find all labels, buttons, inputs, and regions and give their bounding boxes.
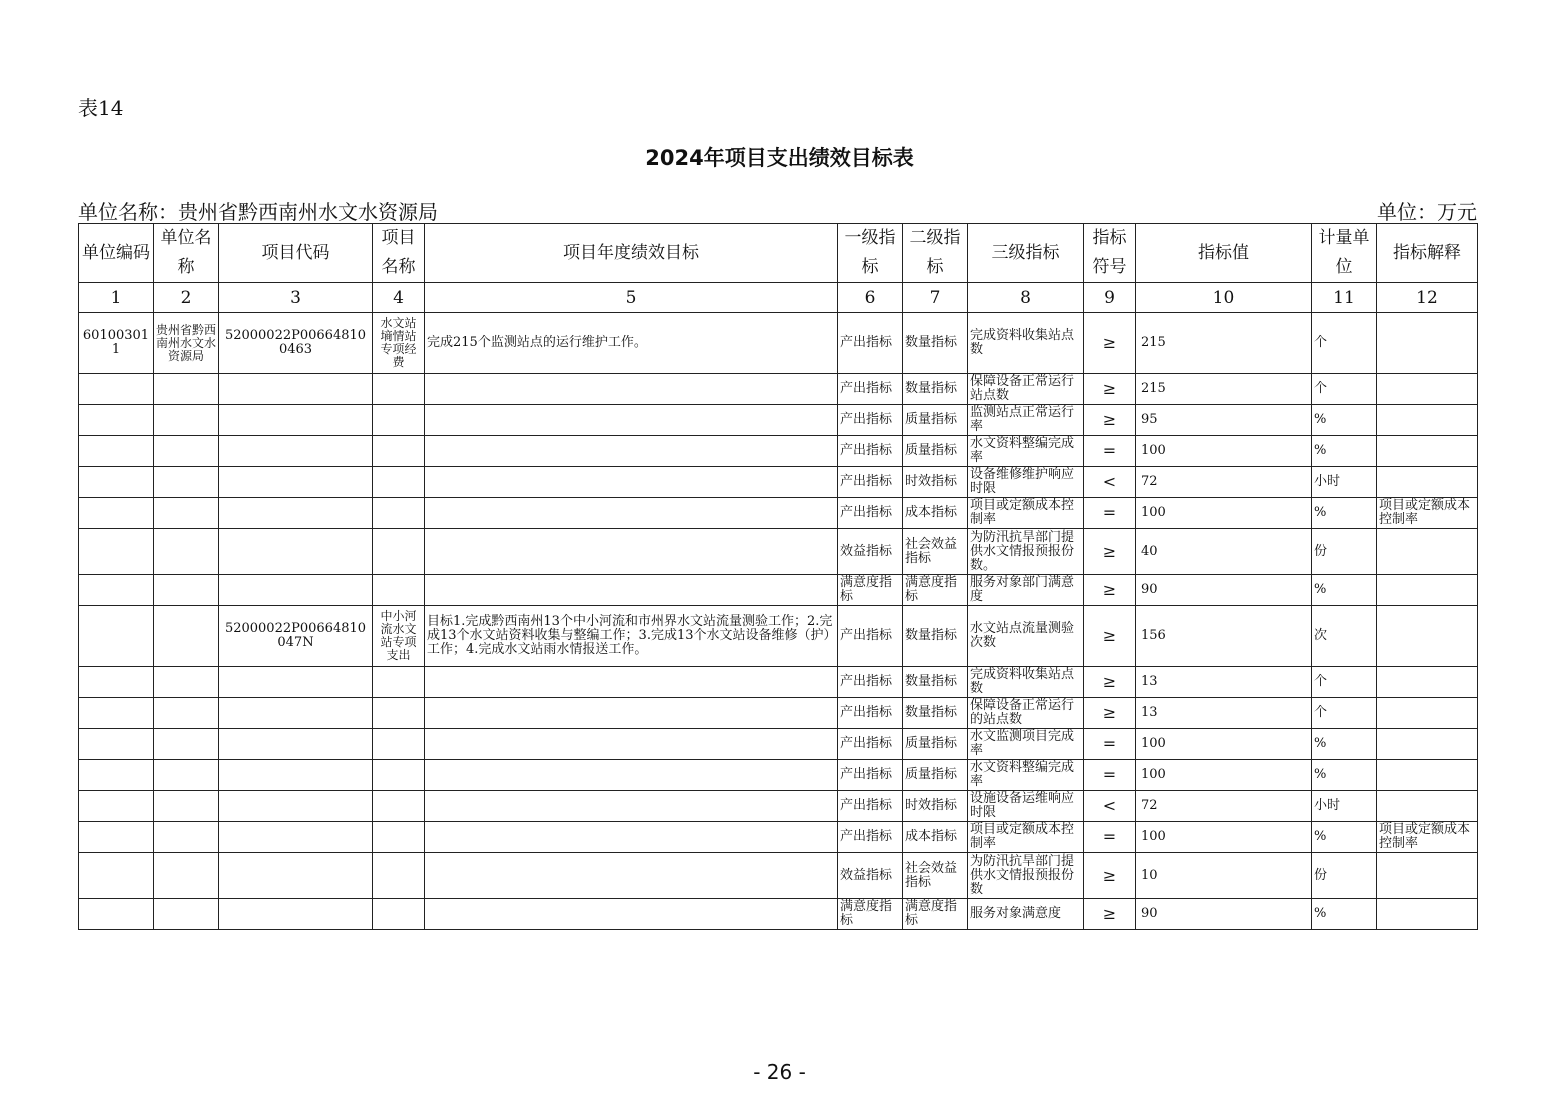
header-cell: 计量单位: [1312, 224, 1377, 283]
project-name-cell: [373, 374, 425, 405]
level3-indicator-cell: 完成资料收集站点数: [968, 667, 1084, 698]
unit-name-cell: [154, 899, 219, 930]
header-cell: 二级指标: [903, 224, 968, 283]
indicator-explanation-cell: 项目或定额成本控制率: [1377, 498, 1478, 529]
performance-table: [78, 223, 1478, 930]
goal-cell: [425, 436, 838, 467]
level3-indicator-cell: 项目或定额成本控制率: [968, 498, 1084, 529]
indicator-explanation-cell: [1377, 853, 1478, 899]
measure-unit-cell: 个: [1312, 698, 1377, 729]
unit-name-cell: [154, 822, 219, 853]
indicator-symbol-cell: ≥: [1084, 853, 1136, 899]
project-name-cell: [373, 760, 425, 791]
indicator-explanation-cell: [1377, 374, 1478, 405]
indicator-symbol-cell: ≥: [1084, 529, 1136, 575]
project-code-cell: [219, 899, 373, 930]
level3-indicator-cell: 设备维修维护响应时限: [968, 467, 1084, 498]
header-cell: 项目名称: [373, 224, 425, 283]
column-number: 1: [79, 283, 154, 313]
project-code-cell: 52000022P006648100463: [219, 313, 373, 374]
measure-unit-cell: %: [1312, 899, 1377, 930]
project-code-cell: [219, 436, 373, 467]
level2-indicator-cell: 质量指标: [903, 436, 968, 467]
goal-cell: [425, 791, 838, 822]
level2-indicator-cell: 时效指标: [903, 467, 968, 498]
unit-code-cell: [79, 374, 154, 405]
unit-code-cell: 601003011: [79, 313, 154, 374]
column-number: 8: [968, 283, 1084, 313]
project-code-cell: [219, 729, 373, 760]
project-name-cell: [373, 529, 425, 575]
indicator-value-cell: 10: [1136, 853, 1312, 899]
goal-cell: [425, 729, 838, 760]
goal-cell: [425, 405, 838, 436]
level1-indicator-cell: 效益指标: [838, 853, 903, 899]
indicator-explanation-cell: [1377, 698, 1478, 729]
column-number: 7: [903, 283, 968, 313]
level3-indicator-cell: 水文资料整编完成率: [968, 760, 1084, 791]
header-row: [79, 224, 1478, 283]
goal-cell: [425, 698, 838, 729]
table-row: [79, 405, 1478, 436]
level3-indicator-cell: 完成资料收集站点数: [968, 313, 1084, 374]
level1-indicator-cell: 产出指标: [838, 667, 903, 698]
indicator-explanation-cell: [1377, 313, 1478, 374]
level3-indicator-cell: 服务对象满意度: [968, 899, 1084, 930]
indicator-value-cell: 100: [1136, 498, 1312, 529]
indicator-symbol-cell: ≥: [1084, 667, 1136, 698]
indicator-symbol-cell: =: [1084, 729, 1136, 760]
unit-code-cell: [79, 667, 154, 698]
level2-indicator-cell: 满意度指标: [903, 899, 968, 930]
project-name-cell: [373, 853, 425, 899]
table-row: [79, 853, 1478, 899]
level2-indicator-cell: 满意度指标: [903, 575, 968, 606]
level2-indicator-cell: 数量指标: [903, 667, 968, 698]
indicator-value-cell: 72: [1136, 791, 1312, 822]
unit-code-cell: [79, 791, 154, 822]
indicator-explanation-cell: [1377, 529, 1478, 575]
goal-cell: [425, 374, 838, 405]
indicator-symbol-cell: ≥: [1084, 698, 1136, 729]
unit-code-cell: [79, 405, 154, 436]
table-row: [79, 575, 1478, 606]
level1-indicator-cell: 效益指标: [838, 529, 903, 575]
table-row: [79, 791, 1478, 822]
indicator-value-cell: 72: [1136, 467, 1312, 498]
level3-indicator-cell: 为防汛抗旱部门提供水文情报预报份数: [968, 853, 1084, 899]
indicator-symbol-cell: ≥: [1084, 899, 1136, 930]
level3-indicator-cell: 项目或定额成本控制率: [968, 822, 1084, 853]
project-name-cell: [373, 667, 425, 698]
table-row: [79, 374, 1478, 405]
measure-unit-cell: 小时: [1312, 791, 1377, 822]
project-code-cell: [219, 467, 373, 498]
project-name-cell: 水文站墒情站专项经费: [373, 313, 425, 374]
indicator-symbol-cell: =: [1084, 498, 1136, 529]
goal-cell: [425, 575, 838, 606]
level2-indicator-cell: 成本指标: [903, 822, 968, 853]
indicator-value-cell: 100: [1136, 760, 1312, 791]
indicator-symbol-cell: ≥: [1084, 606, 1136, 667]
indicator-explanation-cell: [1377, 899, 1478, 930]
column-number: 12: [1377, 283, 1478, 313]
unit-name-cell: [154, 374, 219, 405]
project-name-cell: [373, 822, 425, 853]
level2-indicator-cell: 质量指标: [903, 729, 968, 760]
indicator-explanation-cell: [1377, 760, 1478, 791]
indicator-value-cell: 40: [1136, 529, 1312, 575]
level1-indicator-cell: 产出指标: [838, 729, 903, 760]
table-row: [79, 899, 1478, 930]
level2-indicator-cell: 成本指标: [903, 498, 968, 529]
level3-indicator-cell: 水文资料整编完成率: [968, 436, 1084, 467]
project-name-cell: [373, 791, 425, 822]
measure-unit-cell: 个: [1312, 313, 1377, 374]
project-name-cell: [373, 729, 425, 760]
column-number: 6: [838, 283, 903, 313]
indicator-value-cell: 100: [1136, 436, 1312, 467]
measure-unit-cell: %: [1312, 729, 1377, 760]
unit-code-cell: [79, 729, 154, 760]
level1-indicator-cell: 产出指标: [838, 436, 903, 467]
project-code-cell: [219, 698, 373, 729]
indicator-symbol-cell: <: [1084, 467, 1136, 498]
project-code-cell: [219, 498, 373, 529]
level1-indicator-cell: 产出指标: [838, 791, 903, 822]
unit-code-cell: [79, 606, 154, 667]
project-name-cell: [373, 467, 425, 498]
column-number: 11: [1312, 283, 1377, 313]
project-code-cell: [219, 667, 373, 698]
column-number: 5: [425, 283, 838, 313]
unit-name-cell: [154, 606, 219, 667]
column-number: 2: [154, 283, 219, 313]
table-row: [79, 760, 1478, 791]
table-body: [79, 313, 1478, 930]
level3-indicator-cell: 保障设备正常运行站点数: [968, 374, 1084, 405]
goal-cell: 目标1.完成黔西南州13个中小河流和市州界水文站流量测验工作；2.完成13个水文站资料收集与整编工作；3.完成13个水文站设备维修（护）工作；4.完成水文站雨水情报送工作。: [425, 606, 838, 667]
unit-name-cell: [154, 575, 219, 606]
level2-indicator-cell: 质量指标: [903, 405, 968, 436]
project-code-cell: [219, 529, 373, 575]
measure-unit-cell: 份: [1312, 853, 1377, 899]
level1-indicator-cell: 满意度指标: [838, 899, 903, 930]
level3-indicator-cell: 为防汛抗旱部门提供水文情报预报份数。: [968, 529, 1084, 575]
unit-name-cell: [154, 760, 219, 791]
measure-unit-cell: %: [1312, 575, 1377, 606]
indicator-explanation-cell: [1377, 575, 1478, 606]
indicator-explanation-cell: [1377, 729, 1478, 760]
level1-indicator-cell: 产出指标: [838, 405, 903, 436]
table-row: [79, 467, 1478, 498]
level1-indicator-cell: 产出指标: [838, 467, 903, 498]
unit-code-cell: [79, 853, 154, 899]
level2-indicator-cell: 数量指标: [903, 374, 968, 405]
indicator-symbol-cell: =: [1084, 822, 1136, 853]
goal-cell: 完成215个监测站点的运行维护工作。: [425, 313, 838, 374]
goal-cell: [425, 529, 838, 575]
unit-name-line: 单位名称：贵州省黔西南州水文水资源局: [78, 200, 438, 224]
indicator-symbol-cell: ≥: [1084, 575, 1136, 606]
unit-name-cell: [154, 467, 219, 498]
project-code-cell: [219, 822, 373, 853]
table-row: [79, 822, 1478, 853]
project-name-cell: [373, 575, 425, 606]
indicator-symbol-cell: =: [1084, 760, 1136, 791]
unit-name-cell: [154, 791, 219, 822]
goal-cell: [425, 667, 838, 698]
unit-name-cell: [154, 853, 219, 899]
indicator-symbol-cell: =: [1084, 436, 1136, 467]
column-number: 10: [1136, 283, 1312, 313]
level1-indicator-cell: 产出指标: [838, 760, 903, 791]
indicator-value-cell: 100: [1136, 822, 1312, 853]
table-row: [79, 436, 1478, 467]
level3-indicator-cell: 水文监测项目完成率: [968, 729, 1084, 760]
column-number: 4: [373, 283, 425, 313]
project-code-cell: [219, 791, 373, 822]
indicator-explanation-cell: [1377, 467, 1478, 498]
unit-code-cell: [79, 760, 154, 791]
indicator-explanation-cell: [1377, 791, 1478, 822]
level1-indicator-cell: 产出指标: [838, 374, 903, 405]
header-cell: 单位名称: [154, 224, 219, 283]
measure-unit-cell: 小时: [1312, 467, 1377, 498]
indicator-value-cell: 215: [1136, 374, 1312, 405]
project-code-cell: 52000022P00664810047N: [219, 606, 373, 667]
project-code-cell: [219, 374, 373, 405]
indicator-symbol-cell: ≥: [1084, 374, 1136, 405]
page-number: - 26 -: [753, 1060, 806, 1084]
table-row: [79, 667, 1478, 698]
unit-code-cell: [79, 822, 154, 853]
table-row: [79, 729, 1478, 760]
goal-cell: [425, 853, 838, 899]
project-code-cell: [219, 405, 373, 436]
indicator-value-cell: 95: [1136, 405, 1312, 436]
project-name-cell: 中小河流水文站专项支出: [373, 606, 425, 667]
header-cell: 指标符号: [1084, 224, 1136, 283]
header-cell: 项目代码: [219, 224, 373, 283]
indicator-value-cell: 100: [1136, 729, 1312, 760]
indicator-value-cell: 90: [1136, 899, 1312, 930]
level3-indicator-cell: 监测站点正常运行率: [968, 405, 1084, 436]
table-row: [79, 498, 1478, 529]
level1-indicator-cell: 产出指标: [838, 606, 903, 667]
measure-unit-cell: 个: [1312, 667, 1377, 698]
indicator-value-cell: 90: [1136, 575, 1312, 606]
project-code-cell: [219, 760, 373, 791]
level2-indicator-cell: 数量指标: [903, 698, 968, 729]
measure-unit-cell: 个: [1312, 374, 1377, 405]
project-name-cell: [373, 498, 425, 529]
header-cell: 指标解释: [1377, 224, 1478, 283]
header-cell: 项目年度绩效目标: [425, 224, 838, 283]
project-name-cell: [373, 899, 425, 930]
table-row: [79, 529, 1478, 575]
unit-code-cell: [79, 467, 154, 498]
unit-name-cell: [154, 729, 219, 760]
goal-cell: [425, 899, 838, 930]
level2-indicator-cell: 数量指标: [903, 313, 968, 374]
measure-unit-cell: %: [1312, 822, 1377, 853]
indicator-explanation-cell: [1377, 667, 1478, 698]
unit-code-cell: [79, 698, 154, 729]
unit-name-cell: [154, 667, 219, 698]
level1-indicator-cell: 产出指标: [838, 822, 903, 853]
indicator-symbol-cell: ≥: [1084, 313, 1136, 374]
document-title: 2024年项目支出绩效目标表: [645, 146, 914, 170]
currency-unit: 单位：万元: [1377, 200, 1477, 224]
indicator-explanation-cell: 项目或定额成本控制率: [1377, 822, 1478, 853]
unit-name-cell: [154, 698, 219, 729]
level2-indicator-cell: 数量指标: [903, 606, 968, 667]
unit-name-cell: [154, 529, 219, 575]
measure-unit-cell: %: [1312, 405, 1377, 436]
level1-indicator-cell: 满意度指标: [838, 575, 903, 606]
header-cell: 三级指标: [968, 224, 1084, 283]
project-code-cell: [219, 853, 373, 899]
unit-code-cell: [79, 498, 154, 529]
indicator-explanation-cell: [1377, 606, 1478, 667]
level3-indicator-cell: 水文站点流量测验次数: [968, 606, 1084, 667]
unit-name-cell: 贵州省黔西南州水文水资源局: [154, 313, 219, 374]
level1-indicator-cell: 产出指标: [838, 698, 903, 729]
unit-code-cell: [79, 575, 154, 606]
indicator-symbol-cell: <: [1084, 791, 1136, 822]
project-code-cell: [219, 575, 373, 606]
level1-indicator-cell: 产出指标: [838, 313, 903, 374]
measure-unit-cell: %: [1312, 760, 1377, 791]
measure-unit-cell: %: [1312, 498, 1377, 529]
unit-name-cell: [154, 405, 219, 436]
unit-code-cell: [79, 529, 154, 575]
unit-name-cell: [154, 498, 219, 529]
column-number: 3: [219, 283, 373, 313]
level2-indicator-cell: 时效指标: [903, 791, 968, 822]
level2-indicator-cell: 社会效益指标: [903, 529, 968, 575]
table-number: 表14: [78, 96, 124, 120]
goal-cell: [425, 467, 838, 498]
unit-code-cell: [79, 436, 154, 467]
header-cell: 单位编码: [79, 224, 154, 283]
level2-indicator-cell: 社会效益指标: [903, 853, 968, 899]
goal-cell: [425, 822, 838, 853]
indicator-value-cell: 156: [1136, 606, 1312, 667]
goal-cell: [425, 760, 838, 791]
goal-cell: [425, 498, 838, 529]
level2-indicator-cell: 质量指标: [903, 760, 968, 791]
level3-indicator-cell: 保障设备正常运行的站点数: [968, 698, 1084, 729]
table-row: [79, 698, 1478, 729]
unit-code-cell: [79, 899, 154, 930]
level3-indicator-cell: 设施设备运维响应时限: [968, 791, 1084, 822]
measure-unit-cell: 份: [1312, 529, 1377, 575]
measure-unit-cell: %: [1312, 436, 1377, 467]
measure-unit-cell: 次: [1312, 606, 1377, 667]
indicator-value-cell: 13: [1136, 667, 1312, 698]
header-cell: 指标值: [1136, 224, 1312, 283]
column-number: 9: [1084, 283, 1136, 313]
project-name-cell: [373, 698, 425, 729]
indicator-symbol-cell: ≥: [1084, 405, 1136, 436]
header-cell: 一级指标: [838, 224, 903, 283]
project-name-cell: [373, 405, 425, 436]
indicator-explanation-cell: [1377, 436, 1478, 467]
project-name-cell: [373, 436, 425, 467]
indicator-value-cell: 13: [1136, 698, 1312, 729]
level1-indicator-cell: 产出指标: [838, 498, 903, 529]
column-number-row: [79, 283, 1478, 313]
unit-name-cell: [154, 436, 219, 467]
indicator-explanation-cell: [1377, 405, 1478, 436]
table-row: [79, 313, 1478, 374]
table-row: [79, 606, 1478, 667]
level3-indicator-cell: 服务对象部门满意度: [968, 575, 1084, 606]
indicator-value-cell: 215: [1136, 313, 1312, 374]
